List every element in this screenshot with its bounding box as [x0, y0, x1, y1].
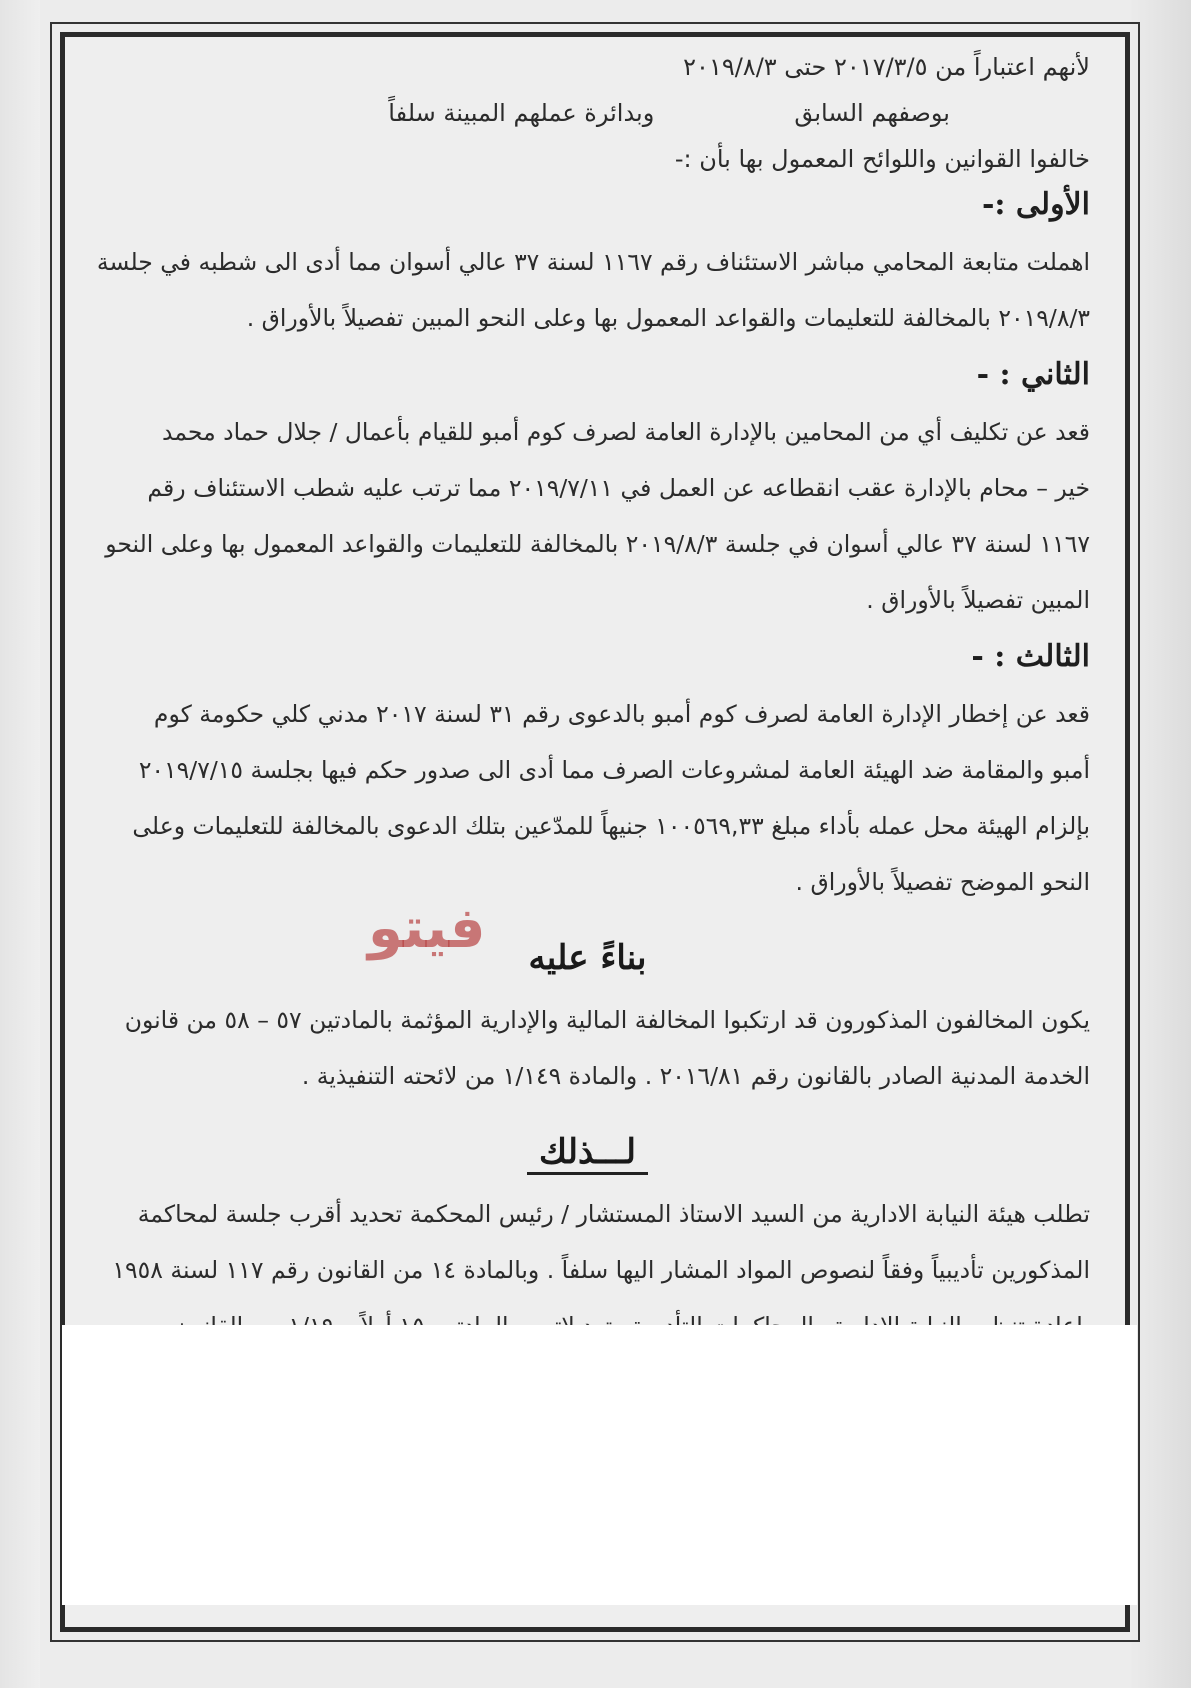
section-second-line: قعد عن تكليف أي من المحامين بالإدارة العامة لصرف كوم أمبو للقيام بأعمال / جلال حماد محمد	[162, 418, 1090, 446]
intro-line-2-left: وبدائرة عملهم المبينة سلفاً	[388, 99, 655, 127]
intro-line-2	[85, 96, 1090, 130]
photo-edge-right	[1131, 0, 1191, 1688]
section-first-line: ٢٠١٩/٨/٣ بالمخالفة للتعليمات والقواعد المعمول بها وعلى النحو المبين تفصيلاً بالأوراق .	[246, 304, 1090, 332]
section-third-line: قعد عن إخطار الإدارة العامة لصرف كوم أمبو بالدعوى رقم ٣١ لسنة ٢٠١٧ مدني كلي حكومة كوم	[153, 700, 1090, 728]
section-third-heading: الثالث : -	[971, 639, 1090, 674]
basis-line: يكون المخالفون المذكورون قد ارتكبوا المخالفة المالية والإدارية المؤثمة بالمادتين ٥٧ – ٥٨ من قانون	[124, 1006, 1090, 1034]
section-first	[85, 182, 1090, 346]
section-second-heading: الثاني : -	[976, 357, 1090, 392]
photo-edge-left	[0, 0, 40, 1688]
section-third-line: النحو الموضح تفصيلاً بالأوراق .	[795, 868, 1090, 896]
section-second-line: المبين تفصيلاً بالأوراق .	[866, 586, 1090, 614]
watermark-logo: فيتو	[368, 896, 486, 961]
section-third-line: أمبو والمقامة ضد الهيئة العامة لمشروعات الصرف مما أدى الى صدور حكم فيها بجلسة ٢٠١٩/٧/١٥	[138, 756, 1090, 784]
section-basis	[85, 928, 1090, 1104]
section-first-line: اهملت متابعة المحامي مباشر الاستئناف رقم ١١٦٧ لسنة ٣٧ عالي أسوان مما أدى الى شطبه في جلسة	[96, 248, 1090, 276]
therefore-line: المذكورين تأديبياً وفقاً لنصوص المواد المشار اليها سلفاً . وبالمادة ١٤ من القانون رقم ١١٧ لسنة ١٩٥٨	[112, 1256, 1090, 1284]
intro-line-1: لأنهم اعتباراً من ٢٠١٧/٣/٥ حتى ٢٠١٩/٨/٣	[683, 53, 1090, 81]
intro-line-2-right: بوصفهم السابق	[794, 99, 950, 127]
section-second	[85, 352, 1090, 628]
intro-line-3: خالفوا القوانين واللوائح المعمول بها بأن :-	[674, 145, 1090, 173]
therefore-line: تطلب هيئة النيابة الادارية من السيد الاستاذ المستشار / رئيس المحكمة تحديد أقرب جلسة لمحاكمة	[137, 1200, 1090, 1228]
section-first-heading: الأولى :-	[981, 187, 1090, 222]
basis-line: الخدمة المدنية الصادر بالقانون رقم ٢٠١٦/٨١ . والمادة ١/١٤٩ من لائحته التنفيذية .	[301, 1062, 1090, 1090]
redaction-box	[62, 1325, 1137, 1605]
basis-heading: بناءً عليه	[528, 938, 647, 978]
document-body	[85, 40, 1090, 1466]
therefore-heading	[85, 1122, 1090, 1182]
section-third	[85, 634, 1090, 910]
therefore-heading-text: لـــذلك	[527, 1132, 648, 1175]
section-third-line: بإلزام الهيئة محل عمله بأداء مبلغ ١٠٠٥٦٩,٣٣ جنيهاً للمدّعين بتلك الدعوى بالمخالفة للتعليمات وعلى	[132, 812, 1090, 840]
section-second-line: ١١٦٧ لسنة ٣٧ عالي أسوان في جلسة ٢٠١٩/٨/٣ بالمخالفة للتعليمات والقواعد المعمول بها وعلى النحو	[105, 530, 1090, 558]
section-second-line: خير – محام بالإدارة عقب انقطاعه عن العمل في ٢٠١٩/٧/١١ مما ترتب عليه شطب الاستئناف رقم	[147, 474, 1090, 502]
